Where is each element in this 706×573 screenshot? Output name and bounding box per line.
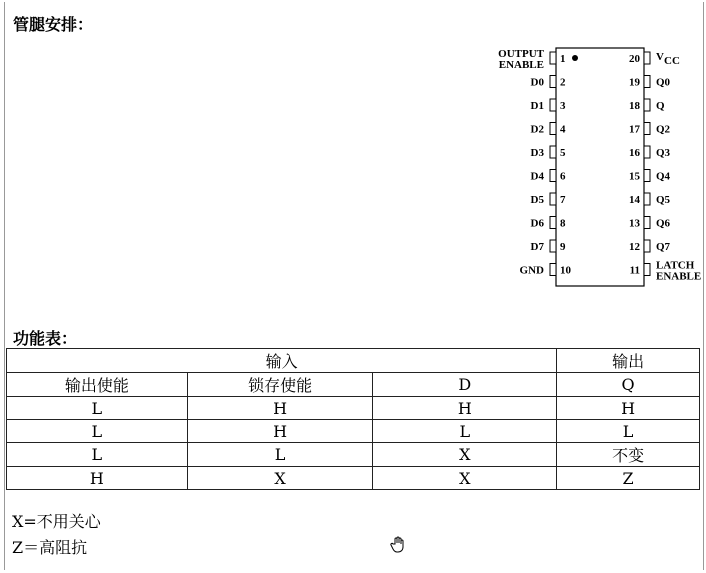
- table-group-header-row: [7, 349, 700, 373]
- pin-number: 10: [560, 264, 571, 277]
- pin-number: 3: [560, 100, 566, 112]
- pin-number: 6: [560, 170, 566, 183]
- column-header: 锁存使能: [187, 373, 373, 397]
- pin-label: GND: [519, 264, 544, 277]
- function-table-heading: 功能表：: [13, 329, 78, 348]
- table-cell: X: [373, 443, 557, 467]
- pin-label: Q0: [656, 76, 671, 89]
- pinout-diagram: [480, 40, 706, 290]
- pin-label: ENABLE: [498, 59, 544, 71]
- pin-lead: [550, 217, 556, 229]
- table-cell: X: [373, 467, 557, 490]
- pin-label: D4: [530, 170, 544, 183]
- table-cell: L: [187, 443, 373, 467]
- note-x: X=不用关心: [12, 512, 101, 531]
- pin-label: OUTPUT: [498, 48, 544, 60]
- pin-number: 16: [629, 147, 640, 159]
- pin-lead: [644, 193, 650, 205]
- pin-label: Q2: [656, 123, 671, 136]
- column-header: 输出使能: [7, 373, 188, 397]
- table-cell: L: [557, 420, 700, 443]
- pin-number: 15: [629, 170, 640, 183]
- table-cell: H: [187, 420, 373, 443]
- pin-lead: [644, 123, 650, 135]
- pin-number: 7: [560, 194, 566, 206]
- pin-number: 14: [629, 194, 640, 206]
- pin-label: Q: [656, 100, 665, 112]
- pin-label: Q7: [656, 241, 671, 253]
- table-row: [7, 420, 700, 443]
- pin-label: D7: [530, 241, 544, 253]
- pin-lead: [550, 99, 556, 111]
- pin-label: LATCH: [656, 259, 695, 272]
- table-cell: L: [7, 443, 188, 467]
- pin-number: 19: [629, 76, 640, 89]
- pin-label: Q3: [656, 147, 671, 159]
- note-z: Z＝高阻抗: [12, 538, 88, 557]
- table-cell: H: [373, 397, 557, 420]
- pin-label: Q6: [656, 217, 671, 230]
- table-header-row: [7, 373, 700, 397]
- pin-lead: [644, 146, 650, 158]
- table-row: [7, 397, 700, 420]
- table-cell: H: [557, 397, 700, 420]
- pin-number: 1: [560, 53, 566, 65]
- pin-label: Q5: [656, 194, 671, 206]
- pin-label: D2: [530, 123, 544, 136]
- pin-label: D5: [530, 194, 544, 206]
- pin-assignment-heading: 管腿安排：: [13, 15, 94, 34]
- pin-number: 5: [560, 147, 566, 159]
- pin-lead: [644, 240, 650, 252]
- table-cell: H: [187, 397, 373, 420]
- pin-number: 12: [629, 241, 640, 253]
- pin-number: 4: [560, 123, 566, 136]
- pin-label: ENABLE: [656, 270, 702, 283]
- column-header: Q: [557, 373, 700, 397]
- pin-lead: [550, 170, 556, 182]
- pin-number: 20: [629, 53, 640, 65]
- pin-label: D0: [530, 76, 544, 89]
- pin-number: 2: [560, 76, 566, 89]
- table-row: [7, 443, 700, 467]
- pin-lead: [550, 264, 556, 276]
- input-group-header: 输入: [7, 349, 557, 373]
- pin-lead: [550, 52, 556, 64]
- pin-number: 9: [560, 241, 566, 253]
- table-cell: Z: [557, 467, 700, 490]
- table-cell: L: [7, 420, 188, 443]
- table-cell: X: [187, 467, 373, 490]
- pin-label: D6: [530, 217, 544, 230]
- output-group-header: 输出: [557, 349, 700, 373]
- pin-lead: [550, 240, 556, 252]
- table-cell: L: [373, 420, 557, 443]
- table-cell: L: [7, 397, 188, 420]
- function-table: [6, 348, 700, 490]
- pin-lead: [644, 76, 650, 88]
- pin1-marker: [572, 55, 578, 61]
- pin-label: Q4: [656, 170, 671, 183]
- pin-label: V: [656, 51, 664, 63]
- pin-label: CC: [664, 55, 680, 67]
- pin-lead: [644, 264, 650, 276]
- pin-number: 8: [560, 217, 566, 230]
- pin-number: 17: [629, 123, 640, 136]
- column-header: D: [373, 373, 557, 397]
- pin-lead: [550, 146, 556, 158]
- table-cell: H: [7, 467, 188, 490]
- table-cell: 不变: [557, 443, 700, 467]
- pin-number: 11: [629, 264, 640, 277]
- pin-label: D1: [530, 100, 544, 112]
- pin-number: 18: [629, 100, 640, 112]
- pin-lead: [550, 123, 556, 135]
- pin-number: 13: [629, 217, 640, 230]
- pin-lead: [550, 193, 556, 205]
- pin-lead: [644, 52, 650, 64]
- pin-label: D3: [530, 147, 544, 159]
- hand-cursor-icon: [390, 536, 406, 554]
- table-row: [7, 467, 700, 490]
- pin-lead: [644, 217, 650, 229]
- pin-lead: [550, 76, 556, 88]
- pin-lead: [644, 99, 650, 111]
- pin-lead: [644, 170, 650, 182]
